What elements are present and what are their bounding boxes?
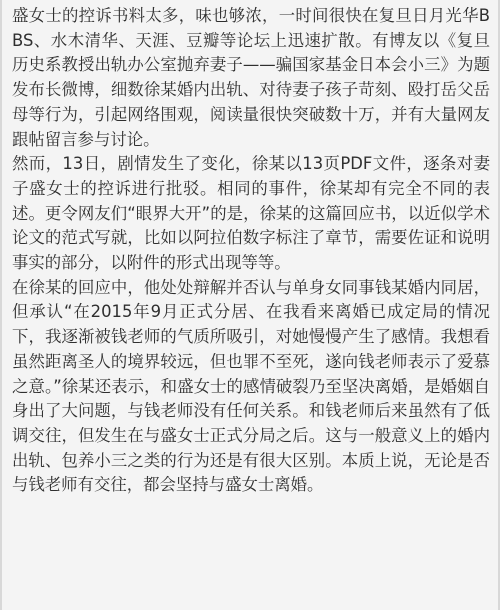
paragraph-1: 盛女士的控诉书料太多，味也够浓，一时间很快在复旦日月光华BBS、水木清华、天涯、豆瓣等论坛上迅速扩散。有博友以《复旦历史系教授出轨办公室抛弃妻子——骗国家基金日本会小三》为题发布长微博，细数徐某婚内出轨、对待妻子孩子苛刻、殴打岳父岳母等行为，引起网络围观，阅读量很快突破数十万，并有大量网友跟帖留言参与讨论。: [12, 6, 490, 149]
paragraph-2: 然而，13日，剧情发生了变化，徐某以13页PDF文件，逐条对妻子盛女士的控诉进行批驳。相同的事件，徐某却有完全不同的表述。更令网友们“眼界大开”的是，徐某的这篇回应书，以近似学术论文的范式写就，比如以阿拉伯数字标注了章节，需要佐证和说明事实的部分，以附件的形式出现等等。: [12, 154, 490, 273]
paragraph-3: 在徐某的回应中，他处处辩解并否认与单身女同事钱某婚内同居，但承认“在2015年9月正式分居、在我看来离婚已成定局的情况下，我逐渐被钱老师的气质所吸引，对她慢慢产生了感情。我想看虽然距离圣人的境界较远，但也罪不至死，遂向钱老师表示了爱慕之意。”徐某还表示，和盛女士的感情破裂乃至坚决离婚，是婚姻自身出了大问题，与钱老师没有任何关系。和钱老师后来虽然有了低调交往，但发生在与盛女士正式分局之后。这与一般意义上的婚内出轨、包养小三之类的行为还是有很大区别。本质上说，无论是否与钱老师有交往，都会坚持与盛女士离婚。: [12, 277, 490, 495]
article-body: [12, 4, 490, 498]
